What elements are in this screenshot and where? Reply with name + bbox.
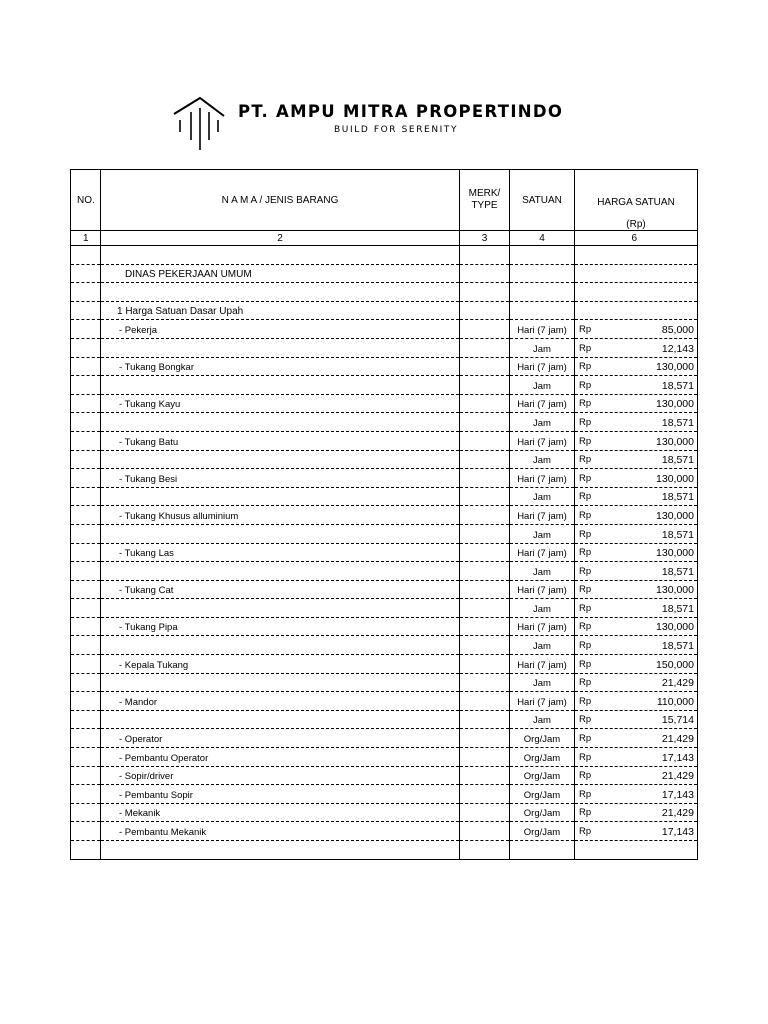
table-row xyxy=(71,766,698,785)
currency-label: Rp xyxy=(579,472,592,484)
item-unit: Org/Jam xyxy=(510,729,575,748)
item-name: - Tukang Kayu xyxy=(101,394,460,413)
item-name xyxy=(101,338,460,357)
currency-label: Rp xyxy=(579,528,592,540)
currency-label: Rp xyxy=(579,714,592,726)
item-price xyxy=(575,748,698,767)
item-unit: Jam xyxy=(510,413,575,432)
header-harga xyxy=(575,170,698,231)
price-amount: 130,000 xyxy=(656,398,694,411)
price-amount: 21,429 xyxy=(661,677,694,690)
currency-label: Rp xyxy=(579,547,592,559)
item-name: - Mekanik xyxy=(101,803,460,822)
item-unit: Hari (7 jam) xyxy=(510,357,575,376)
item-price xyxy=(575,710,698,729)
table-row xyxy=(71,710,698,729)
currency-label: Rp xyxy=(579,398,592,410)
table-row xyxy=(71,469,698,488)
price-amount: 18,571 xyxy=(661,528,694,541)
currency-label: Rp xyxy=(579,584,592,596)
table-row xyxy=(71,841,698,860)
item-price xyxy=(575,376,698,395)
currency-label: Rp xyxy=(579,807,592,819)
price-table xyxy=(70,169,698,860)
header-harga-label: HARGA SATUAN xyxy=(597,197,675,208)
price-amount: 18,571 xyxy=(661,602,694,615)
item-name xyxy=(101,524,460,543)
house-logo-icon xyxy=(170,94,226,154)
item-unit: Jam xyxy=(510,673,575,692)
item-unit: Hari (7 jam) xyxy=(510,469,575,488)
item-unit: Hari (7 jam) xyxy=(510,506,575,525)
item-name xyxy=(101,673,460,692)
price-amount: 130,000 xyxy=(656,472,694,485)
header-harga-unit: (Rp) xyxy=(626,219,646,230)
item-name: - Operator xyxy=(101,729,460,748)
price-amount: 18,571 xyxy=(661,379,694,392)
item-name: - Pembantu Sopir xyxy=(101,785,460,804)
currency-label: Rp xyxy=(579,342,592,354)
table-row xyxy=(71,506,698,525)
item-price xyxy=(575,803,698,822)
item-price xyxy=(575,673,698,692)
item-unit: Hari (7 jam) xyxy=(510,543,575,562)
item-name: - Tukang Pipa xyxy=(101,617,460,636)
item-price xyxy=(575,506,698,525)
currency-label: Rp xyxy=(579,565,592,577)
table-row xyxy=(71,246,698,265)
currency-label: Rp xyxy=(579,416,592,428)
item-name xyxy=(101,636,460,655)
item-price xyxy=(575,394,698,413)
table-row xyxy=(71,803,698,822)
item-name xyxy=(101,413,460,432)
item-unit: Hari (7 jam) xyxy=(510,431,575,450)
price-amount: 21,429 xyxy=(661,807,694,820)
price-amount: 17,143 xyxy=(661,751,694,764)
currency-label: Rp xyxy=(579,323,592,335)
table-row xyxy=(71,599,698,618)
subsection-title: 1 Harga Satuan Dasar Upah xyxy=(101,301,460,320)
table-row xyxy=(71,729,698,748)
currency-label: Rp xyxy=(579,770,592,782)
header-merk-line2: TYPE xyxy=(471,200,498,211)
price-amount: 130,000 xyxy=(656,361,694,374)
item-name: - Kepala Tukang xyxy=(101,655,460,674)
item-unit: Jam xyxy=(510,599,575,618)
currency-label: Rp xyxy=(579,509,592,521)
item-name: - Pembantu Mekanik xyxy=(101,822,460,841)
item-price xyxy=(575,524,698,543)
item-name: - Sopir/driver xyxy=(101,766,460,785)
price-amount: 21,429 xyxy=(661,733,694,746)
item-unit: Jam xyxy=(510,376,575,395)
table-row xyxy=(71,562,698,581)
price-amount: 17,143 xyxy=(661,826,694,838)
table-row xyxy=(71,748,698,767)
table-row xyxy=(71,413,698,432)
item-unit: Org/Jam xyxy=(510,766,575,785)
currency-label: Rp xyxy=(579,826,592,837)
price-amount: 130,000 xyxy=(656,584,694,597)
item-unit: Hari (7 jam) xyxy=(510,655,575,674)
item-price xyxy=(575,413,698,432)
item-name xyxy=(101,376,460,395)
table-row xyxy=(71,320,698,339)
currency-label: Rp xyxy=(579,695,592,707)
item-price xyxy=(575,692,698,711)
table-row xyxy=(71,543,698,562)
column-number: 3 xyxy=(460,231,510,246)
price-amount: 15,714 xyxy=(661,714,694,727)
price-amount: 130,000 xyxy=(656,547,694,560)
item-name: - Tukang Khusus alluminium xyxy=(101,506,460,525)
item-name: - Pekerja xyxy=(101,320,460,339)
item-name: - Tukang Besi xyxy=(101,469,460,488)
item-unit: Hari (7 jam) xyxy=(510,692,575,711)
currency-label: Rp xyxy=(579,788,592,800)
item-price xyxy=(575,636,698,655)
item-unit: Jam xyxy=(510,338,575,357)
item-price xyxy=(575,431,698,450)
table-row xyxy=(71,636,698,655)
currency-label: Rp xyxy=(579,658,592,670)
item-price xyxy=(575,320,698,339)
price-amount: 21,429 xyxy=(661,770,694,783)
table-row xyxy=(71,673,698,692)
item-price xyxy=(575,599,698,618)
table-row xyxy=(71,822,698,841)
header-nama: N A M A / JENIS BARANG xyxy=(101,170,460,231)
item-unit: Hari (7 jam) xyxy=(510,394,575,413)
item-price xyxy=(575,450,698,469)
item-name: - Pembantu Operator xyxy=(101,748,460,767)
column-number: 6 xyxy=(575,231,698,246)
header-no: NO. xyxy=(71,170,101,231)
item-name: - Tukang Las xyxy=(101,543,460,562)
column-number: 2 xyxy=(101,231,460,246)
price-amount: 130,000 xyxy=(656,621,694,634)
price-amount: 18,571 xyxy=(661,416,694,429)
column-number-row xyxy=(71,231,698,246)
item-unit: Jam xyxy=(510,524,575,543)
company-tagline: BUILD FOR SERENITY xyxy=(334,125,459,135)
item-unit: Jam xyxy=(510,636,575,655)
currency-label: Rp xyxy=(579,621,592,633)
price-amount: 150,000 xyxy=(656,658,694,671)
currency-label: Rp xyxy=(579,361,592,373)
currency-label: Rp xyxy=(579,491,592,503)
item-price xyxy=(575,766,698,785)
item-price xyxy=(575,543,698,562)
table-row xyxy=(71,617,698,636)
column-number: 4 xyxy=(510,231,575,246)
currency-label: Rp xyxy=(579,751,592,763)
item-name xyxy=(101,710,460,729)
item-name: - Tukang Bongkar xyxy=(101,357,460,376)
price-amount: 18,571 xyxy=(661,565,694,578)
item-name: - Tukang Batu xyxy=(101,431,460,450)
item-price xyxy=(575,785,698,804)
currency-label: Rp xyxy=(579,640,592,652)
table-row xyxy=(71,376,698,395)
table-row xyxy=(71,487,698,506)
table-header-row xyxy=(71,170,698,231)
table-row xyxy=(71,692,698,711)
subsection-row xyxy=(71,301,698,320)
table-row xyxy=(71,394,698,413)
table-row xyxy=(71,338,698,357)
item-name xyxy=(101,487,460,506)
item-unit: Org/Jam xyxy=(510,748,575,767)
item-price xyxy=(575,655,698,674)
item-price xyxy=(575,338,698,357)
currency-label: Rp xyxy=(579,435,592,447)
price-amount: 18,571 xyxy=(661,640,694,653)
item-unit: Org/Jam xyxy=(510,803,575,822)
item-name xyxy=(101,599,460,618)
currency-label: Rp xyxy=(579,454,592,466)
item-price xyxy=(575,562,698,581)
currency-label: Rp xyxy=(579,677,592,689)
item-unit: Jam xyxy=(510,450,575,469)
price-amount: 12,143 xyxy=(661,342,694,355)
column-number: 1 xyxy=(71,231,101,246)
price-amount: 110,000 xyxy=(656,695,694,708)
item-price xyxy=(575,580,698,599)
header-satuan: SATUAN xyxy=(510,170,575,231)
item-unit: Org/Jam xyxy=(510,785,575,804)
item-price xyxy=(575,469,698,488)
price-amount: 130,000 xyxy=(656,509,694,522)
item-name: - Mandor xyxy=(101,692,460,711)
currency-label: Rp xyxy=(579,379,592,391)
table-row xyxy=(71,785,698,804)
item-unit: Jam xyxy=(510,562,575,581)
section-title: DINAS PEKERJAAN UMUM xyxy=(101,264,460,283)
item-unit: Jam xyxy=(510,710,575,729)
item-unit: Hari (7 jam) xyxy=(510,580,575,599)
table-row xyxy=(71,580,698,599)
table-row xyxy=(71,431,698,450)
company-name: PT. AMPU MITRA PROPERTINDO xyxy=(238,102,564,121)
table-row xyxy=(71,450,698,469)
table-row xyxy=(71,524,698,543)
price-amount: 18,571 xyxy=(661,454,694,467)
table-row xyxy=(71,283,698,302)
table-row xyxy=(71,357,698,376)
item-price xyxy=(575,729,698,748)
item-unit: Hari (7 jam) xyxy=(510,617,575,636)
price-amount: 18,571 xyxy=(661,491,694,504)
table-body xyxy=(71,246,698,860)
item-price xyxy=(575,822,698,841)
item-price xyxy=(575,487,698,506)
currency-label: Rp xyxy=(579,602,592,614)
header-merk-line1: MERK/ xyxy=(468,188,501,199)
item-price xyxy=(575,357,698,376)
table-row xyxy=(71,655,698,674)
currency-label: Rp xyxy=(579,733,592,745)
item-price xyxy=(575,617,698,636)
section-row xyxy=(71,264,698,283)
item-unit: Jam xyxy=(510,487,575,506)
price-amount: 130,000 xyxy=(656,435,694,448)
item-name xyxy=(101,562,460,581)
price-amount: 85,000 xyxy=(661,323,694,336)
company-header xyxy=(170,94,590,154)
item-unit: Hari (7 jam) xyxy=(510,320,575,339)
item-unit: Org/Jam xyxy=(510,822,575,841)
item-name xyxy=(101,450,460,469)
price-amount: 17,143 xyxy=(661,788,694,801)
item-name: - Tukang Cat xyxy=(101,580,460,599)
header-merk xyxy=(460,170,510,231)
